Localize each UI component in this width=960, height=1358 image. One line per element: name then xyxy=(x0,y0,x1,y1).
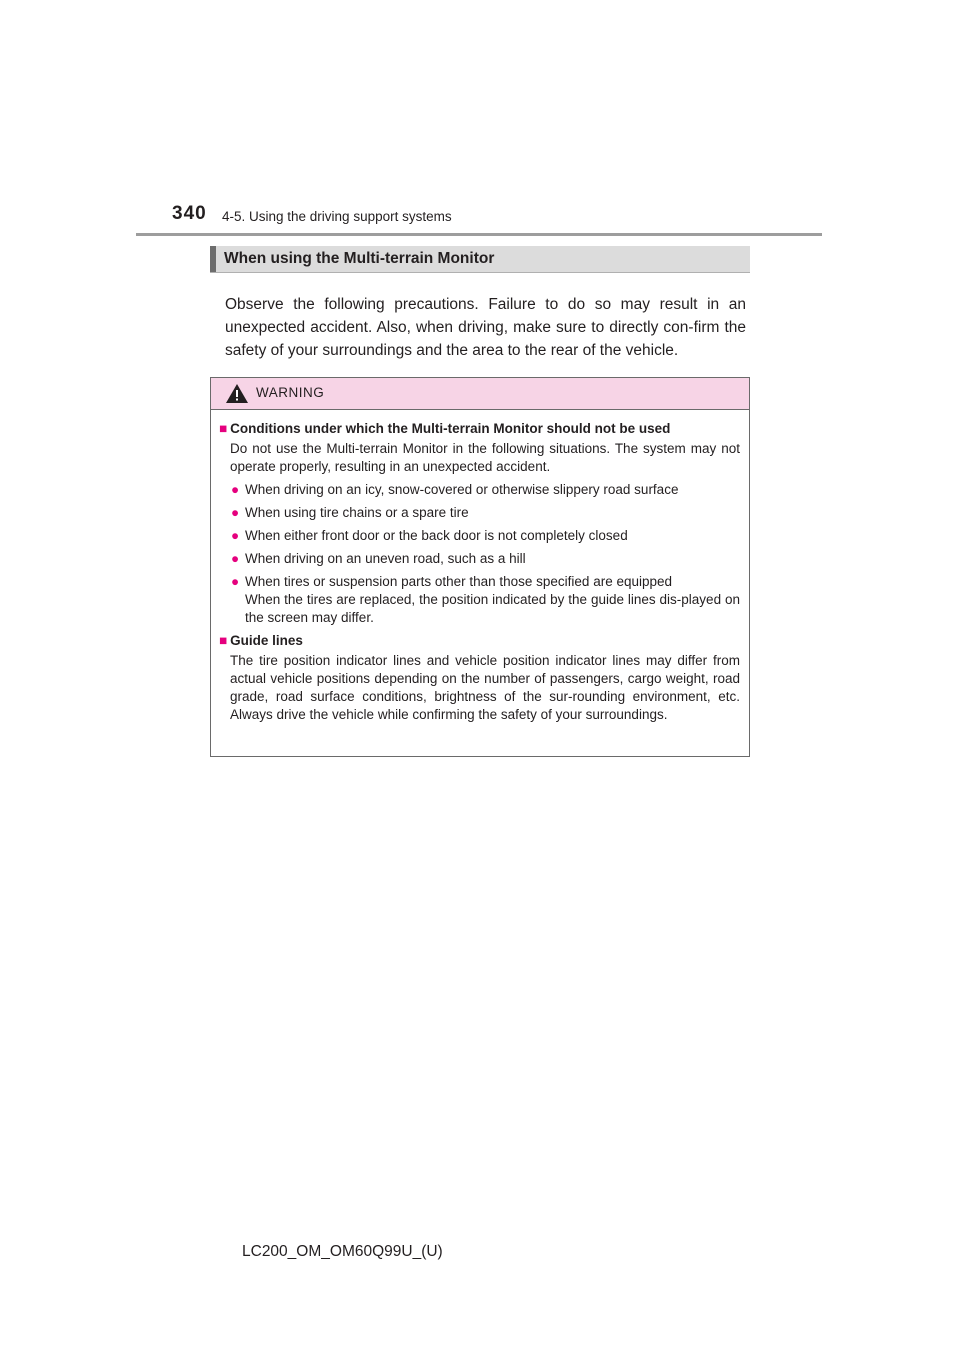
section-heading-bar xyxy=(210,246,216,272)
warning-box xyxy=(210,377,750,757)
running-head: 4-5. Using the driving support systems xyxy=(222,209,452,224)
square-bullet-icon: ■ xyxy=(219,633,228,648)
circle-bullet-icon: ● xyxy=(231,482,240,497)
list-item-text: When using tire chains or a spare tire xyxy=(245,505,469,520)
bullet-note: When the tires are replaced, the position indicated by the guide lines dis-played on the screen may differ. xyxy=(245,592,740,625)
list-item-text: When driving on an uneven road, such as a hill xyxy=(245,551,526,566)
intro-paragraph: Observe the following precautions. Failure to do so may result in an unexpected accident. Also, when driving, make sure to directly con-firm the safety of your surroundings and the area to the rear of the vehicle. xyxy=(225,296,746,359)
guide-lines-text: The tire position indicator lines and vehicle position indicator lines may differ from actual vehicle positions depending on the number of passengers, cargo weight, road grade, road surface conditions, brightness of the sur-rounding environment, etc. Always drive the vehicle while confirming the safety of your surroundings. xyxy=(230,653,740,722)
list-item xyxy=(231,550,740,568)
page-number: 340 xyxy=(172,203,207,224)
list-item xyxy=(231,527,740,545)
condition-title-text: Conditions under which the Multi-terrain Monitor should not be used xyxy=(230,421,671,436)
list-item xyxy=(231,504,740,522)
condition-text: Do not use the Multi-terrain Monitor in the following situations. The system may not operate properly, resulting in an unexpected accident. xyxy=(230,441,740,474)
circle-bullet-icon: ● xyxy=(231,528,240,543)
warning-body xyxy=(211,410,749,724)
warning-triangle-icon xyxy=(225,383,249,404)
list-item xyxy=(231,573,740,591)
guide-lines-title xyxy=(219,632,740,650)
list-item xyxy=(231,481,740,499)
condition-title xyxy=(219,420,740,438)
circle-bullet-icon: ● xyxy=(231,505,240,520)
footer-doc-code: LC200_OM_OM60Q99U_(U) xyxy=(242,1243,443,1260)
section-title: When using the Multi-terrain Monitor xyxy=(224,250,495,267)
warning-header xyxy=(211,378,749,410)
square-bullet-icon: ■ xyxy=(219,421,228,436)
circle-bullet-icon: ● xyxy=(231,574,240,589)
list-item-text: When driving on an icy, snow-covered or otherwise slippery road surface xyxy=(245,482,679,497)
list-item-text: When tires or suspension parts other than those specified are equipped xyxy=(245,574,673,589)
section-heading xyxy=(210,246,750,273)
circle-bullet-icon: ● xyxy=(231,551,240,566)
guide-lines-title-text: Guide lines xyxy=(230,633,303,648)
list-item-text: When either front door or the back door is not completely closed xyxy=(245,528,628,543)
header-rule xyxy=(136,233,822,236)
warning-label: WARNING xyxy=(256,385,325,400)
